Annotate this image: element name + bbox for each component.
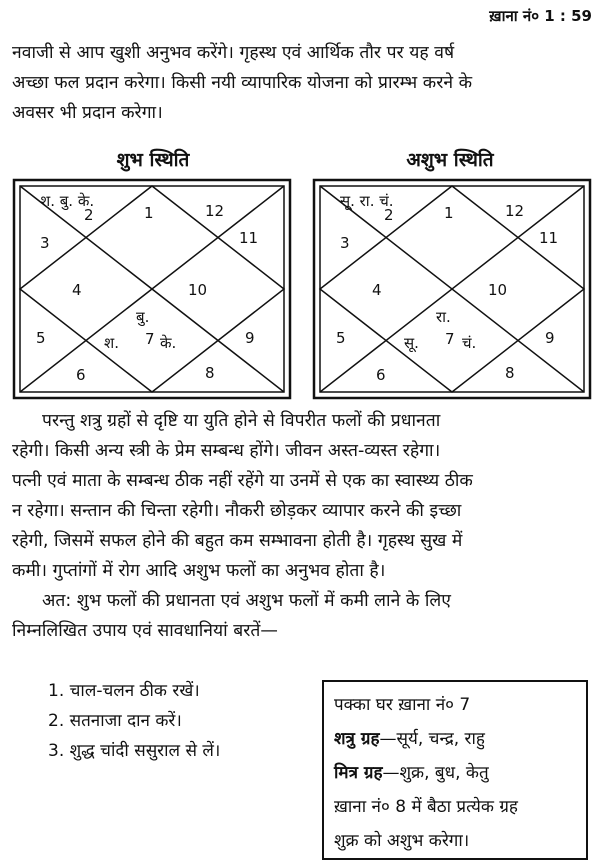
planet-label: सू. <box>404 334 419 352</box>
house-number: 4 <box>72 281 82 299</box>
planet-info-box <box>322 680 588 860</box>
planet-label: के. <box>160 334 177 352</box>
page-header: ख़ाना नं० 1 : 59 <box>489 7 592 25</box>
kundli-chart-shubh <box>12 178 292 400</box>
text-line: निम्नलिखित उपाय एवं सावधानियां बरतें— <box>12 621 278 641</box>
planet-label: बु. <box>136 308 150 326</box>
chart-title-ashubh: अशुभ स्थिति <box>406 149 494 171</box>
text-line: रहेगी, जिसमें सफल होने की बहुत कम सम्भावना होती है। गृहस्थ सुख में <box>12 531 463 551</box>
house-number: 7 <box>445 330 455 348</box>
house-number: 3 <box>40 234 50 252</box>
shatru-graha-line <box>334 722 576 756</box>
house-number: 2 <box>84 206 94 224</box>
house-number: 10 <box>488 281 508 299</box>
planet-label: श. बु. के. <box>40 192 95 210</box>
remedy-list <box>48 676 220 766</box>
text-line: कमी। गुप्तांगों में रोग आदि अशुभ फलों का अनुभव होता है। <box>12 561 386 581</box>
text-line: अच्छा फल प्रदान करेगा। किसी नयी व्यापारिक योजना को प्रारम्भ करने के <box>12 73 473 93</box>
house-number: 2 <box>384 206 394 224</box>
house-number: 8 <box>205 364 215 382</box>
house-number: 11 <box>539 229 559 247</box>
planet-label: चं. <box>462 334 477 352</box>
pakka-ghar-line: पक्का घर ख़ाना नं० 7 <box>334 695 471 715</box>
text-line: नवाजी से आप खुशी अनुभव करेंगे। गृहस्थ एवं आर्थिक तौर पर यह वर्ष <box>12 43 455 63</box>
house-number: 5 <box>36 329 46 347</box>
chart-title-shubh: शुभ स्थिति <box>116 149 190 171</box>
house-number: 3 <box>340 234 350 252</box>
text-line: पत्नी एवं माता के सम्बन्ध ठीक नहीं रहेंगे या उनमें से एक का स्वास्थ्य ठीक <box>12 471 473 491</box>
text-line: परन्तु शत्रु ग्रहों से दृष्टि या युति होने से विपरीत फलों की प्रधानता <box>42 411 441 431</box>
kundli-chart-ashubh <box>312 178 592 400</box>
text-line: अत: शुभ फलों की प्रधानता एवं अशुभ फलों में कमी लाने के लिए <box>42 591 451 611</box>
house-number: 6 <box>376 366 386 384</box>
mitra-value: —शुक्र, बुध, केतु <box>382 763 489 783</box>
house-number: 6 <box>76 366 86 384</box>
house-number: 5 <box>336 329 346 347</box>
info-line: ख़ाना नं० 8 में बैठा प्रत्येक ग्रह <box>334 797 518 817</box>
text-line: अवसर भी प्रदान करेगा। <box>12 103 163 123</box>
house-number: 1 <box>144 204 154 222</box>
house-number: 11 <box>239 229 259 247</box>
body-paragraph <box>12 406 594 646</box>
house-number: 12 <box>505 202 525 220</box>
planet-label: सू. रा. चं. <box>340 192 394 210</box>
text-line: न रहेगा। सन्तान की चिन्ता रहेगी। नौकरी छोड़कर व्यापार करने की इच्छा <box>12 501 462 521</box>
shatru-value: —सूर्य, चन्द्र, राहु <box>379 729 485 749</box>
house-number: 10 <box>188 281 208 299</box>
mitra-label: मित्र ग्रह <box>334 763 383 783</box>
house-number: 1 <box>444 204 454 222</box>
list-item: 3. शुद्ध चांदी ससुराल से लें। <box>48 741 221 761</box>
house-number: 7 <box>145 330 155 348</box>
intro-paragraph <box>12 38 594 128</box>
list-item: 2. सतनाजा दान करें। <box>48 711 182 731</box>
info-line: शुक्र को अशुभ करेगा। <box>334 831 470 851</box>
house-number: 4 <box>372 281 382 299</box>
text-line: रहेगी। किसी अन्य स्त्री के प्रेम सम्बन्ध होंगे। जीवन अस्त-व्यस्त रहेगा। <box>12 441 441 461</box>
shatru-label: शत्रु ग्रह <box>334 729 380 749</box>
list-item: 1. चाल-चलन ठीक रखें। <box>48 681 200 701</box>
house-number: 12 <box>205 202 225 220</box>
mitra-graha-line <box>334 756 576 790</box>
house-number: 9 <box>545 329 555 347</box>
planet-label: रा. <box>436 308 451 326</box>
planet-label: श. <box>104 334 119 352</box>
house-number: 8 <box>505 364 515 382</box>
house-number: 9 <box>245 329 255 347</box>
